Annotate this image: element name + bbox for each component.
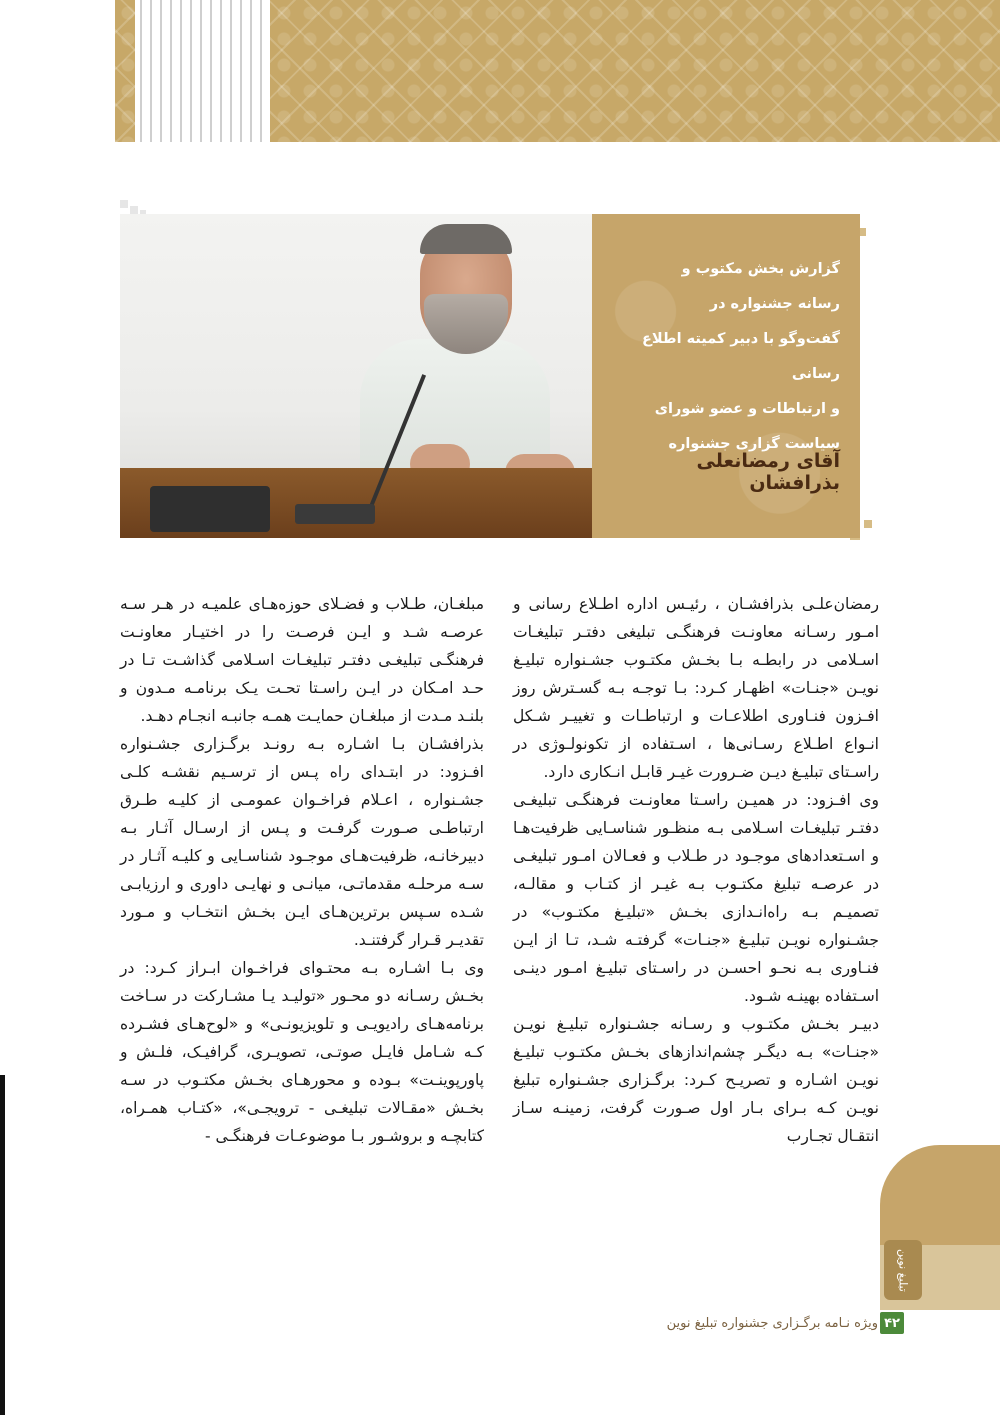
paragraph: مبلغـان، طـلاب و فضـلای حوزه‌هـای علمیـه در هـر سـه عرصـه شـد و ایـن فرصـت را در اختیـار معاونـت فرهنگـی تبلیغـی دفتـر تبلیغـات اسـلامی گذاشـت تـا در حـد امـکان در ایـن راسـتا تحـت یـک برنامـه مـدون و بلنـد مـدت از مبلغـان حمایـت همـه جانبـه انجـام دهـد. xyxy=(120,595,484,725)
footer-title: ویژه نـامه برگـزاری جشنواره تبلیغ نوین xyxy=(666,1316,878,1331)
intro-panel xyxy=(592,214,860,538)
decor-square xyxy=(864,520,872,528)
photo-device xyxy=(295,504,375,524)
decor-square xyxy=(130,206,138,214)
paragraph: رمضان‌علـی بذرافشـان ، رئیـس اداره اطـلاع رسانی و امـور رسـانه معاونـت فرهنگـی تبلیغی دفتـر تبلیغـات اسـلامی در رابطـه بـا بخـش مکتـوب جشـنواره تبلیـغ نویـن «جنـات» اظهـار کـرد: بـا توجـه بـه گسـترش روز افـزون فنـاوری اطلاعـات و ارتباطـات و تغییـر شـکل انـواع اطـلاع رسـانی‌ها ، اسـتفاده از تکونولـوژی در راسـتای تبلیـغ دیـن ضـرورت غیـر قابـل انـکاری دارد. xyxy=(513,595,879,781)
paragraph: بذرافشـان بـا اشـاره بـه رونـد برگـزاری جشـنواره افـزود: در ابتـدای راه پـس از ترسـیم نقشـه کلـی جشـنواره ، اعـلام فراخـوان عمومـی از کلیـه طـرق ارتباطـی صـورت گرفـت و پـس از ارسـال آثـار بـه دبیرخانـه، ظرفیت‌هـای موجـود شناسـایی و کلیـه آثـار در سـه مرحلـه مقدماتـی، میانـی و نهایـی داوری و ارزیابـی شـده سـپس برترین‌هـای ایـن بخـش انتخـاب و مـورد تقدیـر قـرار گرفتنـد. xyxy=(120,735,484,949)
interviewee-name: آقای رمضانعلی بذرافشان xyxy=(696,450,840,494)
paragraph: دبیـر بخـش مکتـوب و رسـانه جشـنواره تبلیـغ نویـن «جنـات» بـه دیگـر چشم‌اندازهای بخـش مکتـوب تبلیـغ نویـن اشـاره و تصریـح کـرد: برگـزاری جشـنواره تبلیغ نویـن کـه بـرای بـار اول صـورت گرفت، زمینـه سـاز انتقـال تجـارب xyxy=(513,1015,879,1145)
photo-device xyxy=(150,486,270,532)
page-number: ۴۲ xyxy=(880,1312,904,1334)
paragraph: وی افـزود: در همیـن راسـتا معاونـت فرهنگـی تبلیغـی دفتـر تبلیغـات اسـلامی بـه منظـور شناسـایی ظرفیت‌هـا و اسـتعدادهای موجـود در طـلاب و فعـالان امـور تبلیغـی در عرصـه تبلیغ مکتـوب بـه غیـر از کتـاب و مقالـه، تصمیـم بـه راه‌انـدازی بخـش «تبلیـغ مکتـوب» در جشـنواره نویـن تبلیـغ «جنـات» گرفتـه شـد، تـا از ایـن فنـاوری بـه نحـو احسـن در راسـتای تبلیـغ امـور دینـی اسـتفاده بهینـه شـود. xyxy=(513,791,879,1005)
article-column-right xyxy=(513,590,879,1150)
intro-text xyxy=(600,252,840,462)
intro-line: رسانه جشنواره در xyxy=(709,296,840,312)
intro-line: سیاست گزاری جشنواره xyxy=(668,436,840,452)
paragraph: وی بـا اشـاره بـه محتـوای فراخـوان ابـراز کـرد: در بخـش رسـانه دو محـور «تولیـد یـا مشـارکت در سـاخت برنامه‌هـای رادیویـی و تلویزیونـی» و «لوح‌هـای فشـرده کـه شـامل فایـل صوتـی، تصویـری، گرافیـک، فلـش و پاورپوینـت» بـوده و محورهـای بخـش مکتـوب در سـه بخـش «مقـالات تبلیغـی - ترویجـی»، «کتـاب همـراه، کتابچـه و بروشـور بـا موضوعـات فرهنگـی - xyxy=(120,959,484,1145)
decor-square xyxy=(120,200,128,208)
intro-line: گزارش بخش مکتوب و xyxy=(681,261,840,277)
intro-line: و ارتباطات و عضو شورای xyxy=(654,401,840,417)
interview-photo xyxy=(120,214,592,538)
article-column-left xyxy=(120,590,484,1150)
header-stripes xyxy=(140,0,270,142)
intro-line: گفت‌وگو با دبیر کمیته اطلاع رسانی xyxy=(642,331,840,382)
left-edge-bar xyxy=(0,1075,5,1415)
photo-hair xyxy=(420,224,512,254)
magazine-logo: تبلیغ نوین xyxy=(884,1240,922,1300)
